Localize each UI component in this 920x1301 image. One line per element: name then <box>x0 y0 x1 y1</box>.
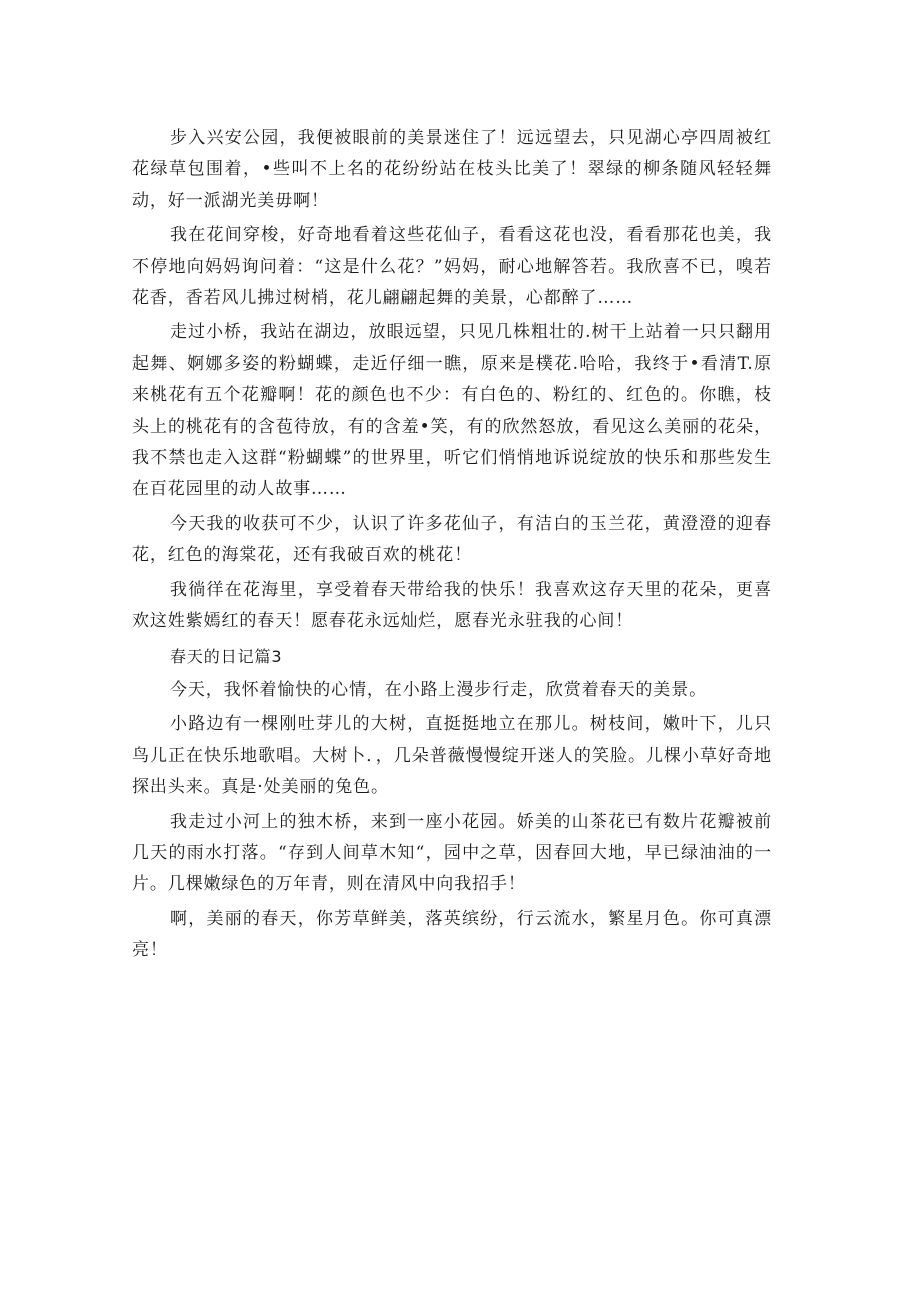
paragraph-park-entrance: 步入兴安公园，我便被眼前的美景迷住了！远远望去，只见湖心亭四周被红花绿草包围着，•些叫不上名的花纷纷站在枝头比美了！翠绿的柳条随风轻轻舞动，好一派湖光美毋啊！ <box>132 128 772 211</box>
paragraph-today: 今天，我怀着愉快的心情，在小路上漫步行走，欣赏着春天的美景。 <box>170 679 707 700</box>
paragraph-flower-walk: 我在花间穿梭，好奇地看着这些花仙子，看看这花也没，看看那花也美，我不停地向妈妈询问着：“这是什么花？”妈妈，耐心地解答若。我欣喜不已，嗅若花香，香若风儿拂过树梢，花儿翩翩起舞的美景，心都醉了…… <box>132 225 772 309</box>
paragraph-small-garden: 我走过小河上的独木桥，来到一座小花园。娇美的山茶花已有数片花瓣被前几天的雨水打落。“存到人间草木知“，园中之草，因春回大地，早已绿油油的一片。几棵嫩绿色的万年青，则在清风中向我招手！ <box>132 811 772 895</box>
paragraph-peach-blossoms: 走过小桥，我站在湖边，放眼远望，只见几株粗壮的.树干上站着一只只翻用起舞、婀娜多姿的粉蝴蝶，走近仔细一瞧，原来是樸花.哈哈，我终于•看清T.原来桃花有五个花瓣啊！花的颜色也不少：有白色的、粉红的、红色的。你瞧，枝头上的桃花有的含苞待放，有的含羞•笑，有的欣然怒放，看见这么美丽的花朵，我不禁也走入这群“粉蝴蝶”的世界里，听它们悄悄地诉说绽放的快乐和那些发生在百花园里的动人故事…… <box>132 322 772 500</box>
paragraph-flower-sea: 我徜徉在花海里，享受着春天带给我的快乐！我喜欢这存天里的花朵，更喜欢这姓紫嫣红的春天！愿春花永远灿烂，愿春光永驻我的心间！ <box>132 579 772 632</box>
paragraph-harvest: 今天我的收获可不少，认识了许多花仙子，有洁白的玉兰花，黄澄澄的迎春花，红色的海棠花，还有我破百欢的桃花！ <box>132 513 772 566</box>
document-body <box>132 123 772 970</box>
section-heading: 春天的日记篇3 <box>170 646 283 666</box>
paragraph-roadside-tree: 小路边有一棵刚吐芽儿的大树，直挺挺地立在那儿。树枝间，嫩叶下，儿只鸟儿正在快乐地歌唱。大树卜．，几朵普薇慢慢绽开迷人的笑脸。儿棵小草好奇地探出头来。真是·处美丽的兔色。 <box>132 714 772 798</box>
paragraph-closing: 啊，美丽的春天，你芳草鲜美，落英缤纷，行云流水，繁星月色。你可真漂亮！ <box>132 908 772 961</box>
